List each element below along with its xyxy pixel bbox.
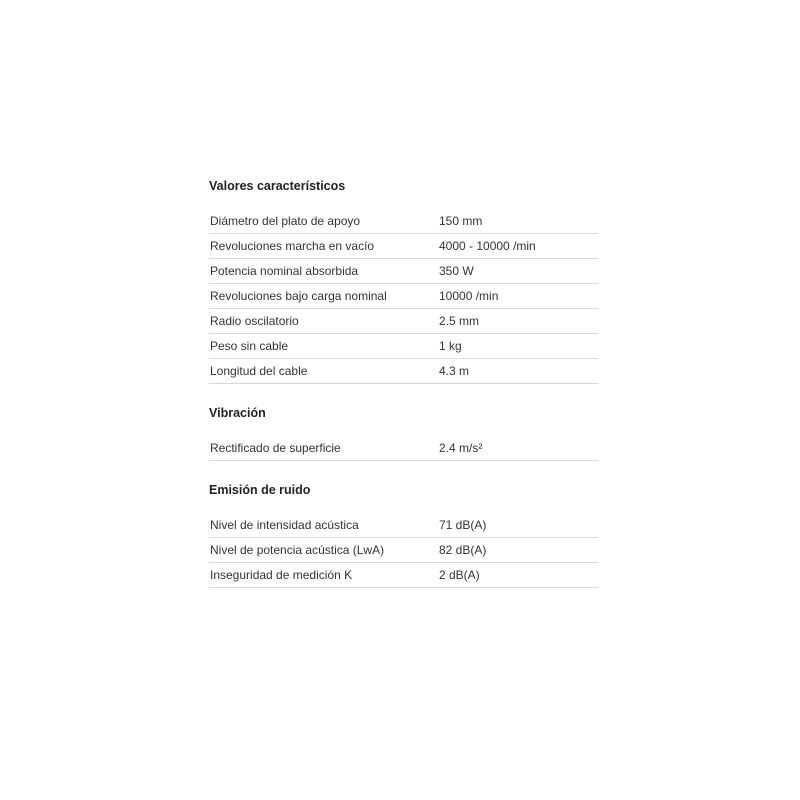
spec-label: Peso sin cable: [210, 339, 289, 353]
table-row: [209, 513, 598, 538]
table-row: [209, 563, 598, 588]
spec-label: Revoluciones bajo carga nominal: [210, 289, 387, 303]
spec-label: Nivel de potencia acústica (LwA): [210, 543, 385, 557]
table-row: [209, 259, 598, 284]
spec-label: Revoluciones marcha en vacío: [210, 239, 375, 253]
spec-table: [209, 436, 598, 461]
table-row: [209, 436, 598, 461]
spec-value: 350 W: [439, 264, 474, 278]
section-noise-emission: [209, 481, 598, 588]
spec-value: 71 dB(A): [439, 518, 487, 532]
spec-value: 2 dB(A): [439, 568, 480, 582]
spec-label: Potencia nominal absorbida: [210, 264, 359, 278]
table-row: [209, 334, 598, 359]
spec-value: 4.3 m: [439, 364, 470, 378]
spec-table: [209, 513, 598, 588]
spec-label: Nivel de intensidad acústica: [210, 518, 359, 532]
spec-label: Longitud del cable: [210, 364, 308, 378]
section-title: Emisión de ruido: [209, 483, 311, 497]
spec-label: Diámetro del plato de apoyo: [210, 214, 361, 228]
spec-value: 2.4 m/s²: [439, 441, 483, 455]
table-row: [209, 284, 598, 309]
spec-value: 1 kg: [439, 339, 462, 353]
table-row: [209, 234, 598, 259]
section-title: Valores característicos: [209, 179, 346, 193]
spec-label: Radio oscilatorio: [210, 314, 299, 328]
spec-value: 4000 - 10000 /min: [439, 239, 536, 253]
table-row: [209, 359, 598, 384]
table-row: [209, 309, 598, 334]
spec-label: Rectificado de superficie: [210, 441, 341, 455]
spec-value: 10000 /min: [439, 289, 499, 303]
table-row: [209, 538, 598, 563]
section-vibration: [209, 404, 598, 461]
table-row: [209, 209, 598, 234]
spec-value: 82 dB(A): [439, 543, 487, 557]
spec-label: Inseguridad de medición K: [210, 568, 353, 582]
section-characteristic-values: [209, 177, 598, 384]
spec-value: 2.5 mm: [439, 314, 480, 328]
technical-specs: [209, 177, 598, 608]
section-title: Vibración: [209, 406, 266, 420]
spec-table: [209, 209, 598, 384]
spec-value: 150 mm: [439, 214, 483, 228]
